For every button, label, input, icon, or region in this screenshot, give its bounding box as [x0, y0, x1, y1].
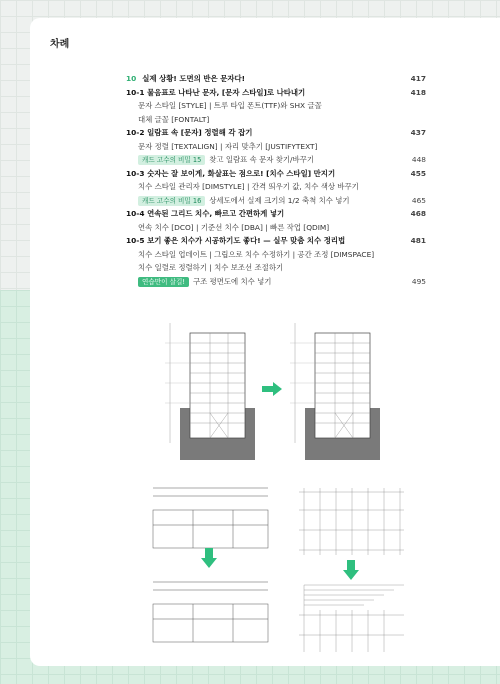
toc-entry-text: 찾고 일람표 속 문자 찾기/바꾸기 — [209, 155, 314, 164]
toc-entry-page: 437 — [410, 128, 426, 137]
down-arrow-icon — [201, 548, 217, 568]
chapter-row[interactable] — [126, 72, 426, 86]
toc-entry-text: 치수 스타일 관리자 [DIMSTYLE] | 간격 띄우기 값, 치수 색상 바꾸기 — [138, 182, 359, 191]
toc-list — [126, 72, 426, 288]
toc-entry-text: 치수 스타일 업데이트 | 그립으로 치수 수정하기 | 공간 조정 [DIMSPACE] — [138, 249, 375, 259]
toc-entry[interactable] — [126, 126, 426, 140]
toc-entry-text: 상세도에서 실제 크기의 1/2 축척 치수 넣기 — [209, 195, 350, 205]
toc-entry-text: 10-1 물음표로 나타난 문자, [문자 스타일]로 나타내기 — [126, 87, 306, 97]
toc-entry-text: 10-5 보기 좋은 치수가 시공하기도 좋다! — 실무 맞춤 치수 정리법 — [126, 236, 346, 245]
toc-entry-page: 481 — [410, 236, 426, 245]
toc-entry-text: 치수 일렬로 정렬하기 | 치수 보조선 조절하기 — [138, 263, 284, 272]
toc-entry-page: 448 — [411, 155, 426, 164]
toc-entry[interactable] — [126, 113, 426, 127]
toc-entry[interactable] — [126, 140, 426, 154]
chapter-page: 417 — [410, 74, 426, 83]
toc-entry-page: 468 — [410, 209, 426, 218]
toc-entry-page: 465 — [411, 195, 426, 205]
grid-plan-after — [284, 580, 409, 658]
right-arrow-icon — [262, 382, 282, 396]
toc-entry-page: 495 — [411, 276, 426, 286]
toc-entry-text: 10-2 일람표 속 [문자] 정렬해 각 잡기 — [126, 128, 253, 137]
toc-entry-text: 문자 정렬 [TEXTALIGN] | 자리 맞추기 [JUSTIFYTEXT] — [138, 141, 318, 151]
toc-entry-text: 대체 글꼴 [FONTALT] — [138, 114, 210, 124]
toc-entry-text: 구조 평면도에 치수 넣기 — [192, 276, 272, 286]
practice-badge: 연습만이 살길! — [138, 277, 189, 287]
toc-entry[interactable] — [126, 86, 426, 100]
toc-entry[interactable] — [126, 180, 426, 194]
toc-entry[interactable] — [126, 234, 426, 248]
toc-entry[interactable] — [126, 194, 426, 208]
cad-tip-badge: 캐드 고수의 비밀 15 — [138, 155, 205, 165]
down-arrow-icon-2 — [343, 560, 359, 580]
page-title: 차례 — [50, 39, 70, 50]
toc-entry[interactable] — [126, 99, 426, 113]
toc-entry[interactable] — [126, 207, 426, 221]
toc-page — [30, 18, 500, 666]
toc-entry[interactable] — [126, 261, 426, 275]
toc-entry-text: 문자 스타일 [STYLE] | 트루 타입 폰트(TTF)와 SHX 글꼴 — [138, 101, 322, 110]
toc-entry[interactable] — [126, 221, 426, 235]
toc-entry[interactable] — [126, 275, 426, 289]
toc-entry[interactable] — [126, 167, 426, 181]
toc-entry[interactable] — [126, 153, 426, 167]
toc-entry-page: 455 — [410, 168, 426, 178]
toc-entry-page: 418 — [410, 87, 426, 97]
detail-drawing-before — [148, 480, 273, 550]
toc-entry-text: 10-3 숫자는 잘 보이게, 화살표는 점으로! [치수 스타일] 만지기 — [126, 168, 336, 178]
chapter-number: 10 — [126, 74, 137, 83]
toc-entry-text: 연속 치수 [DCO] | 기준선 치수 [DBA] | 빠른 작업 [QDIM] — [138, 222, 330, 232]
grid-plan-before — [284, 480, 409, 560]
toc-entry-text: 10-4 연속된 그리드 치수, 빠르고 간편하게 넣기 — [126, 209, 285, 218]
toc-entry[interactable] — [126, 248, 426, 262]
detail-drawing-after — [148, 574, 273, 644]
cad-tip-badge: 캐드 고수의 비밀 16 — [138, 196, 205, 206]
chapter-title: 실제 상황! 도면의 반은 문자다! — [142, 74, 246, 83]
building-section-before — [160, 318, 255, 463]
building-section-after — [285, 318, 380, 463]
